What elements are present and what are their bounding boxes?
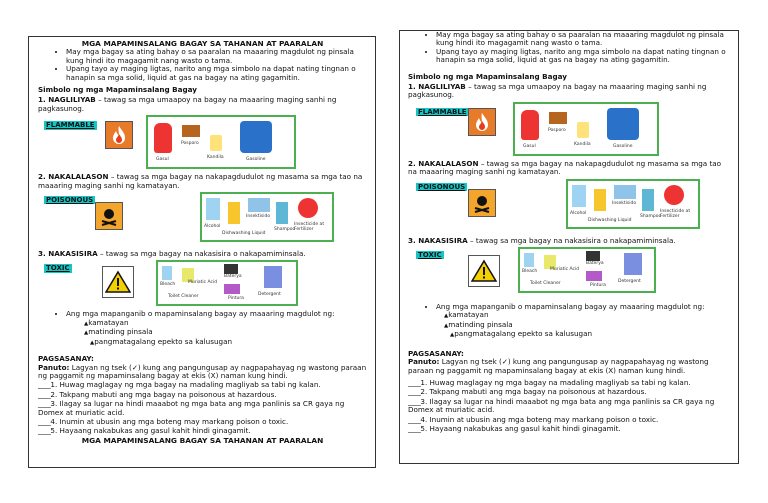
item-label: Baterya xyxy=(224,274,242,280)
answer-blank[interactable]: ____ xyxy=(38,389,51,399)
dishwashing-liquid-icon xyxy=(228,202,240,224)
question-5 xyxy=(38,427,367,435)
symbols-heading: Simbolo ng mga Mapaminsalang Bagay xyxy=(408,71,567,81)
answer-blank[interactable]: ____ xyxy=(408,414,421,424)
item-label: Kandila xyxy=(207,155,224,161)
footer-title: MGA MAPAMINSALANG BAGAY SA TAHANAN AT PAARALAN xyxy=(81,435,324,445)
question-text: 2. Takpang mabuti ang mga bagay na poisonous at hazardous. xyxy=(50,389,277,399)
flammable-row xyxy=(38,115,367,171)
exclamation-icon xyxy=(102,266,134,298)
poisonous-items-box xyxy=(566,179,700,229)
insecticide-icon xyxy=(614,185,636,199)
skull-crossbones-icon xyxy=(95,202,123,230)
item-label: Detergent xyxy=(258,292,281,298)
item-label: Muriatic Acid xyxy=(188,280,218,286)
question-3 xyxy=(38,400,367,417)
intro-item: • May mga bagay sa ating bahay o sa paaralan na maaaring magdulot ng pinsala kung hindi ito magagamit nang wasto o tama. xyxy=(66,48,367,65)
effect-item: ▲ pangmatagalang epekto sa kalusugan xyxy=(444,330,730,339)
instructions-text: Lagyan ng tsek (✓) kung ang pangungusap ay nagpapahayag ng wastong paraan ng paggamit ng mapaminsalang bagay at ekis (X) naman kung hindi. xyxy=(408,357,709,375)
answer-blank[interactable]: ____ xyxy=(38,426,51,436)
gas-tank-icon xyxy=(154,123,172,153)
category-flammable xyxy=(38,96,367,113)
alcohol-bottle-icon xyxy=(206,198,220,220)
shampoo-icon xyxy=(642,189,654,211)
category-desc: – tawag sa mga bagay na nakasisira o nakapamiminsala. xyxy=(467,235,676,245)
item-label: Toilet Cleaner xyxy=(168,294,199,300)
item-label: Kandila xyxy=(574,141,591,147)
item-label: Dishwashing Liquid xyxy=(588,217,632,223)
detergent-icon xyxy=(264,266,282,288)
toxic-items-box xyxy=(518,247,656,293)
exercise-instructions xyxy=(38,364,367,381)
item-label: Gasoline xyxy=(246,157,266,163)
intro-item: • Upang tayo ay maging ligtas, narito ang mga simbolo na dapat nating tingnan o hanapin sa mga solid, liquid at gas na bagay na ating gagamitin. xyxy=(66,65,367,82)
effects-sublist xyxy=(38,319,367,347)
item-label: Insektisido xyxy=(612,200,637,206)
effects-intro: • Ang mga mapanganib o mapaminsalang bagay ay maaaring magdulot ng: xyxy=(66,310,367,318)
question-text: 4. Inumin at ubusin ang mga boteng may markang poison o toxic. xyxy=(50,416,289,426)
shampoo-icon xyxy=(276,202,288,224)
symbols-heading: Simbolo ng mga Mapaminsalang Bagay xyxy=(38,85,197,95)
item-label: Alcohol xyxy=(204,224,221,230)
item-label: Pintura xyxy=(590,283,606,289)
paint-can-icon xyxy=(586,271,602,281)
item-label: Muriatic Acid xyxy=(550,267,580,273)
battery-icon xyxy=(224,264,238,274)
category-heading: 2. NAKALALASON xyxy=(408,158,479,168)
question-2 xyxy=(38,391,367,399)
exercise-heading: PAGSASANAY: xyxy=(408,348,464,358)
instructions-text: Lagyan ng tsek (✓) kung ang pangungusap ay nagpapahayag ng wastong paraan ng paggamit ng mapaminsalang bagay at ekis (X) naman kung hindi. xyxy=(38,362,367,380)
document-page-right xyxy=(399,30,739,464)
question-text: 1. Huwag maglagay ng mga bagay na madaling magliyab sa tabi ng kalan. xyxy=(50,380,321,390)
item-label: Pintura xyxy=(228,296,244,302)
category-desc: – tawag sa mga bagay na nakapagdudulot ng masama sa mga tao na maaaring maging sanhi ng kamatayan. xyxy=(408,158,722,177)
poisonous-label: POISONOUS xyxy=(46,196,94,205)
item-label: Shampoo xyxy=(274,227,296,233)
toxic-items-box xyxy=(156,260,298,306)
item-label: Bleach xyxy=(160,282,176,288)
question-2 xyxy=(408,388,730,396)
item-label: Gasoline xyxy=(613,143,633,149)
item-label: Detergent xyxy=(618,279,641,285)
question-text: 4. Inumin at ubusin ang mga boteng may markang poison o toxic. xyxy=(420,414,659,424)
question-text: 5. Hayaang nakabukas ang gasul kahit hindi ginagamit. xyxy=(50,426,251,436)
item-label: Toilet Cleaner xyxy=(530,281,561,287)
question-3 xyxy=(408,398,730,415)
gas-tank-icon xyxy=(521,110,539,140)
alcohol-bottle-icon xyxy=(572,185,586,207)
flame-icon xyxy=(468,108,496,136)
fertilizer-icon xyxy=(664,185,684,205)
poisonous-label: POISONOUS xyxy=(418,182,466,191)
flammable-items-box xyxy=(513,102,659,156)
dishwashing-liquid-icon xyxy=(594,189,606,211)
answer-blank[interactable]: ____ xyxy=(38,416,51,426)
detergent-icon xyxy=(624,253,642,275)
candle-icon xyxy=(577,122,589,138)
question-text: 3. Ilagay sa lugar na hindi maaabot ng mga bata ang mga panlinis sa CR gaya ng Domex at muriatic acid. xyxy=(38,399,345,417)
item-label: Gasul xyxy=(523,143,536,149)
fertilizer-icon xyxy=(298,198,318,218)
effect-item: ▲ kamatayan xyxy=(444,311,730,320)
insecticide-icon xyxy=(248,198,270,212)
bleach-icon xyxy=(524,253,534,267)
answer-blank[interactable]: ____ xyxy=(38,380,51,390)
question-text: 1. Huwag maglagay ng mga bagay na madaling magliyab sa tabi ng kalan. xyxy=(420,377,691,387)
category-desc: – tawag sa mga umaapoy na bagay na maaaring maging sanhi ng pagkasunog. xyxy=(408,82,707,100)
effect-item: ▲ matinding pinsala xyxy=(444,321,730,330)
item-label: Insecticide at Fertilizer xyxy=(294,222,325,233)
flammable-label: FLAMMABLE xyxy=(418,107,467,116)
item-label: Posporo xyxy=(548,127,566,133)
category-desc: – tawag sa mga bagay na nakasisira o nakapamiminsala. xyxy=(97,249,306,259)
intro-item: • Upang tayo ay maging ligtas, narito ang mga simbolo na dapat nating tingnan o hanapin sa mga solid, liquid at gas na bagay na ating gagamitin. xyxy=(436,48,730,65)
question-text: 3. Ilagay sa lugar na hindi maaabot ng mga bata ang mga panlinis sa CR gaya ng Domex at muriatic acid. xyxy=(408,396,715,415)
instructions-label: Panuto: xyxy=(38,362,70,372)
category-desc: – tawag sa mga bagay na nakapagdudulot ng masama sa mga tao na maaaring maging sanhi ng kamatayan. xyxy=(38,172,363,190)
category-toxic xyxy=(38,250,367,258)
answer-blank[interactable]: ____ xyxy=(408,423,421,433)
question-text: 5. Hayaang nakabukas ang gasul kahit hindi ginagamit. xyxy=(420,423,621,433)
flammable-items-box xyxy=(146,115,296,169)
question-5 xyxy=(408,425,730,433)
intro-list xyxy=(408,31,730,65)
item-label: Shampoo xyxy=(640,213,662,219)
category-heading: 1. NAGLILIYAB xyxy=(408,82,466,92)
toxic-row xyxy=(38,260,367,306)
bleach-icon xyxy=(162,266,172,280)
effect-item: ▲ matinding pinsala xyxy=(84,328,367,337)
gasoline-can-icon xyxy=(607,108,639,140)
category-flammable xyxy=(408,83,730,100)
item-label: Gasul xyxy=(156,157,169,163)
question-1 xyxy=(38,381,367,389)
poisonous-row xyxy=(408,179,730,235)
matches-icon xyxy=(182,125,200,137)
flame-icon xyxy=(105,121,133,149)
instructions-label: Panuto: xyxy=(408,357,440,367)
category-poisonous xyxy=(408,160,730,177)
item-label: Alcohol xyxy=(570,210,587,216)
poisonous-items-box xyxy=(200,192,334,242)
question-text: 2. Takpang mabuti ang mga bagay na poisonous at hazardous. xyxy=(420,387,647,397)
item-label: Insektisido xyxy=(246,214,271,220)
battery-icon xyxy=(586,251,600,261)
toxic-label: TOXIC xyxy=(418,251,442,260)
answer-blank[interactable]: ____ xyxy=(38,399,51,409)
gasoline-can-icon xyxy=(240,121,272,153)
document-page-left xyxy=(28,36,376,468)
question-4 xyxy=(408,416,730,424)
category-poisonous xyxy=(38,173,367,190)
flammable-row xyxy=(408,102,730,158)
exclamation-icon xyxy=(468,255,500,287)
effect-item: ▲ pangmatagalang epekto sa kalusugan xyxy=(84,338,367,347)
category-toxic xyxy=(408,237,730,245)
effects-sublist xyxy=(408,311,730,339)
answer-blank[interactable]: ____ xyxy=(408,387,421,397)
poisonous-row xyxy=(38,192,367,248)
intro-list xyxy=(38,48,367,82)
item-label: Posporo xyxy=(181,141,199,147)
answer-blank[interactable]: ____ xyxy=(408,377,421,387)
effect-item: ▲ kamatayan xyxy=(84,319,367,328)
item-label: Bleach xyxy=(522,269,538,275)
effects-intro: • Ang mga mapanganib o mapaminsalang bagay ay maaaring magdulot ng: xyxy=(436,303,730,311)
item-label: Dishwashing Liquid xyxy=(222,231,266,237)
skull-crossbones-icon xyxy=(468,189,496,217)
exercise-instructions xyxy=(408,358,730,375)
intro-item: • May mga bagay sa ating bahay o sa paaralan na maaaring magdulot ng pinsala kung hindi ito magagamit nang wasto o tama. xyxy=(436,31,730,48)
toxic-label: TOXIC xyxy=(46,264,70,273)
category-heading: 2. NAKALALASON xyxy=(38,172,109,182)
category-heading: 3. NAKASISIRA xyxy=(408,235,468,245)
category-heading: 1. NAGLILIYAB xyxy=(38,95,96,105)
flammable-label: FLAMMABLE xyxy=(46,121,95,130)
item-label: Insecticide at Fertilizer xyxy=(660,208,691,219)
page-title: MGA MAPAMINSALANG BAGAY SA TAHANAN AT PAARALAN xyxy=(81,39,324,48)
candle-icon xyxy=(210,135,222,151)
matches-icon xyxy=(549,112,567,124)
exercise-heading: PAGSASANAY: xyxy=(38,354,94,364)
toxic-row xyxy=(408,247,730,297)
question-4 xyxy=(38,418,367,426)
item-label: Baterya xyxy=(586,261,604,267)
category-desc: – tawag sa mga umaapoy na bagay na maaaring maging sanhi ng pagkasunog. xyxy=(38,95,337,113)
category-heading: 3. NAKASISIRA xyxy=(38,249,98,259)
question-1 xyxy=(408,379,730,387)
paint-can-icon xyxy=(224,284,240,294)
answer-blank[interactable]: ____ xyxy=(408,396,421,406)
